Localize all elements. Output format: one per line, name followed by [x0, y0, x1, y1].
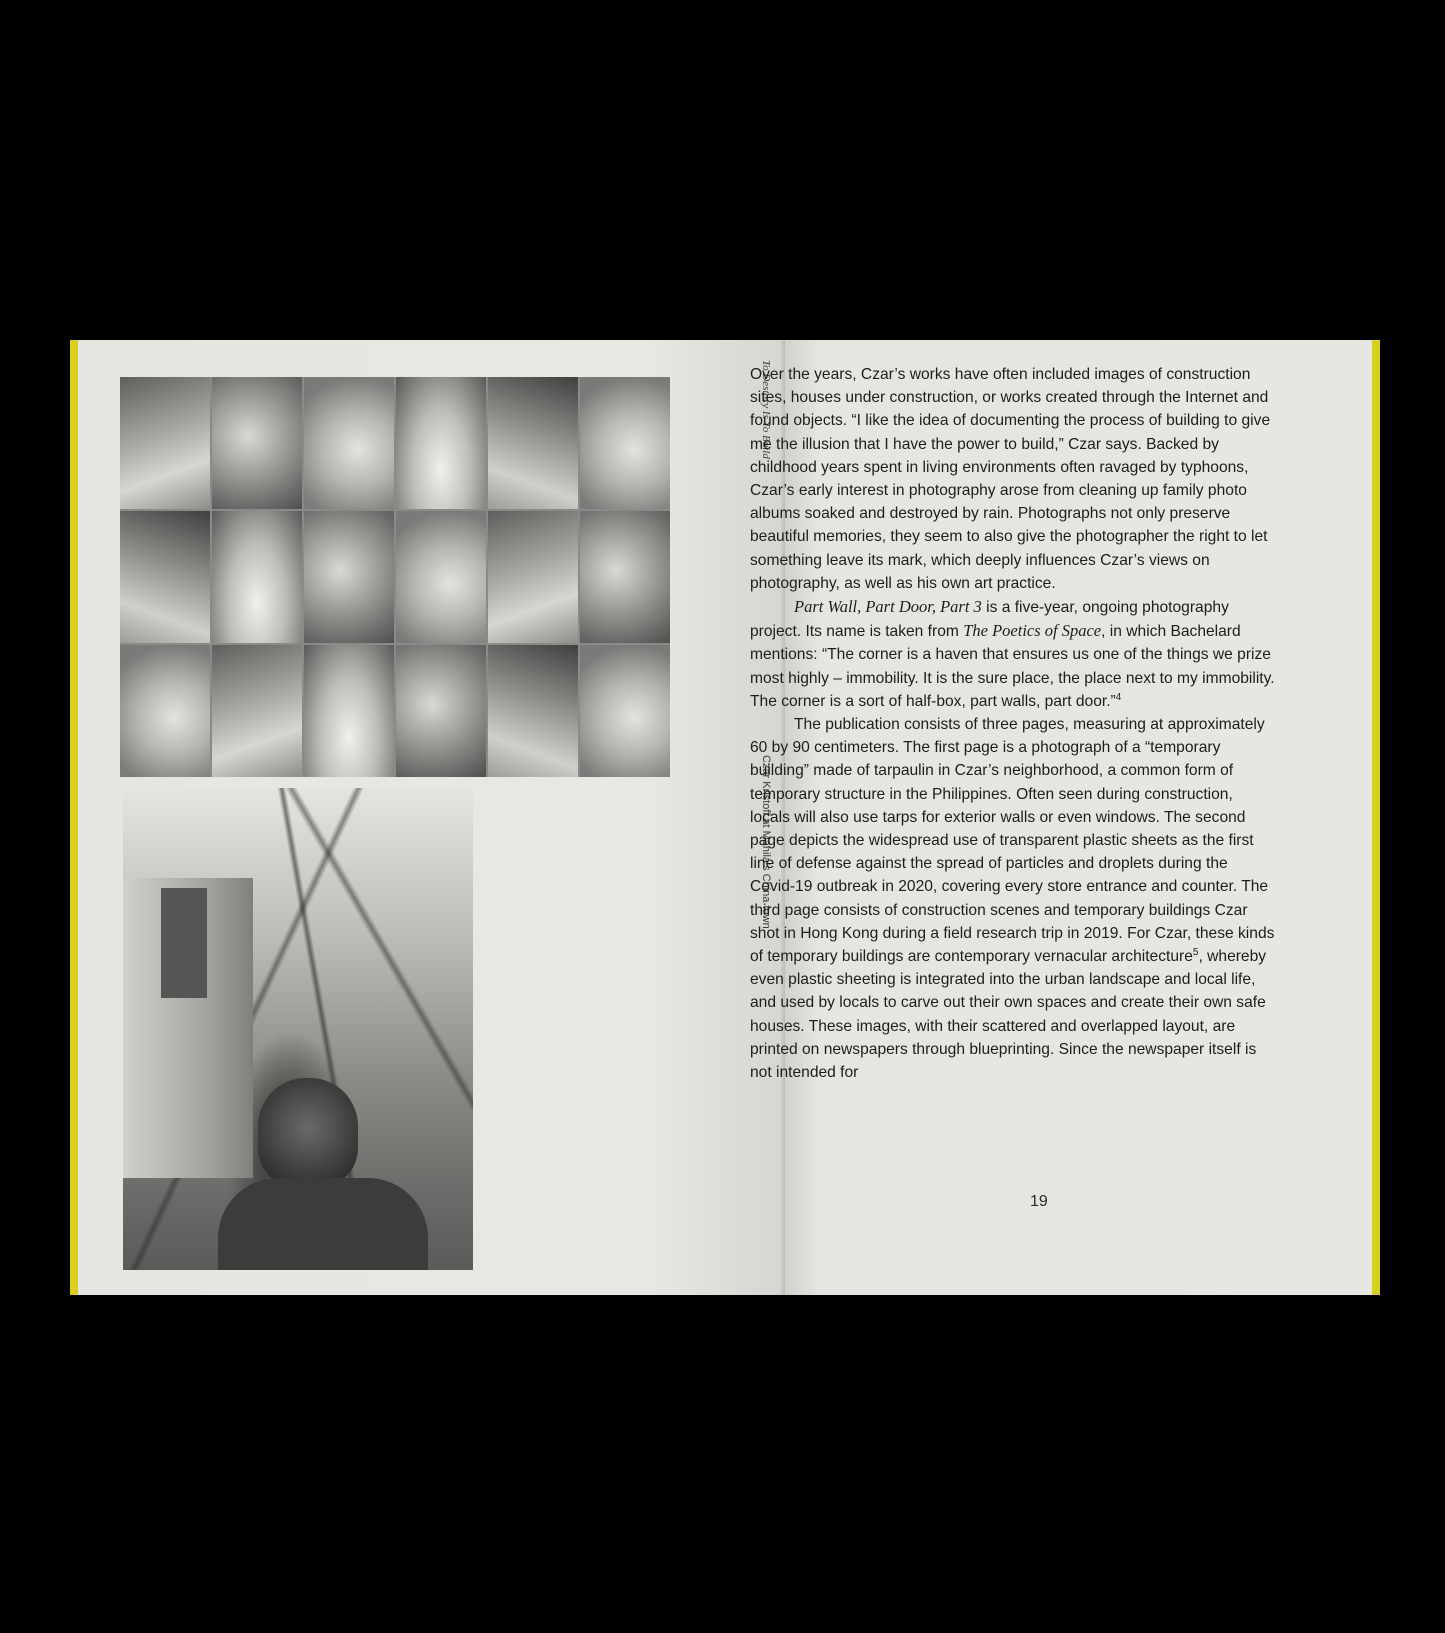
hanging-sign	[161, 888, 207, 998]
running-head-title: To Destory Is To Build	[760, 360, 772, 459]
collage-tile	[580, 377, 670, 509]
collage-tile	[580, 645, 670, 777]
footnote-ref-4: 4	[1115, 691, 1122, 703]
collage-tile	[212, 377, 302, 509]
collage-tile	[120, 511, 210, 643]
collage-tile	[304, 377, 394, 509]
paragraph-2	[750, 595, 1275, 713]
collage-tile	[304, 645, 394, 777]
running-head-author: Czar Kristoff at Manila's China town	[760, 755, 772, 929]
collage-tile	[488, 511, 578, 643]
collage-tile	[580, 511, 670, 643]
work-title: Part Wall, Part Door, Part 3	[794, 597, 982, 617]
collage-tile	[120, 377, 210, 509]
collage-tile	[488, 377, 578, 509]
demolition-collage-image	[120, 377, 670, 777]
paragraph-3	[750, 713, 1275, 1084]
collage-tile	[120, 645, 210, 777]
page-number: 19	[1030, 1193, 1048, 1210]
collage-tile	[212, 511, 302, 643]
collage-tile	[396, 645, 486, 777]
left-page	[78, 340, 785, 1295]
paragraph-2-text-b: , in which Bachelard mentions: “The corner is a haven that ensures us one of the things we prize most highly – immobility. It is the sure place, the place next to my immobility. The corner is a sort of half-box, part walls, part door.”	[750, 623, 1275, 710]
paragraph-2-text-a: is a five-year, ongoing photography project. Its name is taken from	[750, 599, 1229, 641]
collage-tile	[396, 377, 486, 509]
street-photo-image	[123, 788, 473, 1270]
collage-tile	[304, 511, 394, 643]
paragraph-1: Over the years, Czar’s works have often included images of construction sites, houses under construction, or works created through the Internet and found objects. “I like the idea of documenting the process of building to give me the illusion that I have the power to build,” Czar says. Backed by childhood years spent in living environments often ravaged by typhoons, Czar’s early interest in photography arose from cleaning up family photo albums soaked and destroyed by rain. Photographs not only preserve beautiful memories, they seem to also give the photographer the right to let something leave its mark, which deeply influences Czar’s views on photography, as well as his own art practice.	[750, 366, 1271, 592]
body-text	[750, 363, 1275, 1084]
person-head	[258, 1078, 358, 1188]
book-title: The Poetics of Space	[963, 621, 1102, 641]
paragraph-3-text-a: The publication consists of three pages, measuring at approximately 60 by 90 centimeters. The first page is a photograph of a “temporary building” made of tarpaulin in Czar’s neighborhood, a common form of temporary structure in the Philippines. Often seen during construction, locals will also use tarps for exterior walls or even windows. The second page depicts the widespread use of transparent plastic sheets as the first line of defense against the spread of particles and droplets during the Covid-19 outbreak in 2020, covering every store entrance and counter. The third page consists of construction scenes and temporary buildings Czar shot in Hong Kong during a field research trip in 2019. For Czar, these kinds of temporary buildings are contemporary vernacular architecture	[750, 716, 1275, 966]
footnote-ref-5: 5	[1192, 946, 1199, 958]
person-body	[218, 1178, 428, 1270]
collage-tile	[396, 511, 486, 643]
collage-tile	[488, 645, 578, 777]
collage-tile	[212, 645, 302, 777]
paragraph-3-text-b: , whereby even plastic sheeting is integrated into the urban landscape and local life, and used by locals to carve out their own spaces and create their own safe houses. These images, with their scattered and overlapped layout, are printed on newspapers through blueprinting. Since the newspaper itself is not intended for	[750, 948, 1267, 1082]
